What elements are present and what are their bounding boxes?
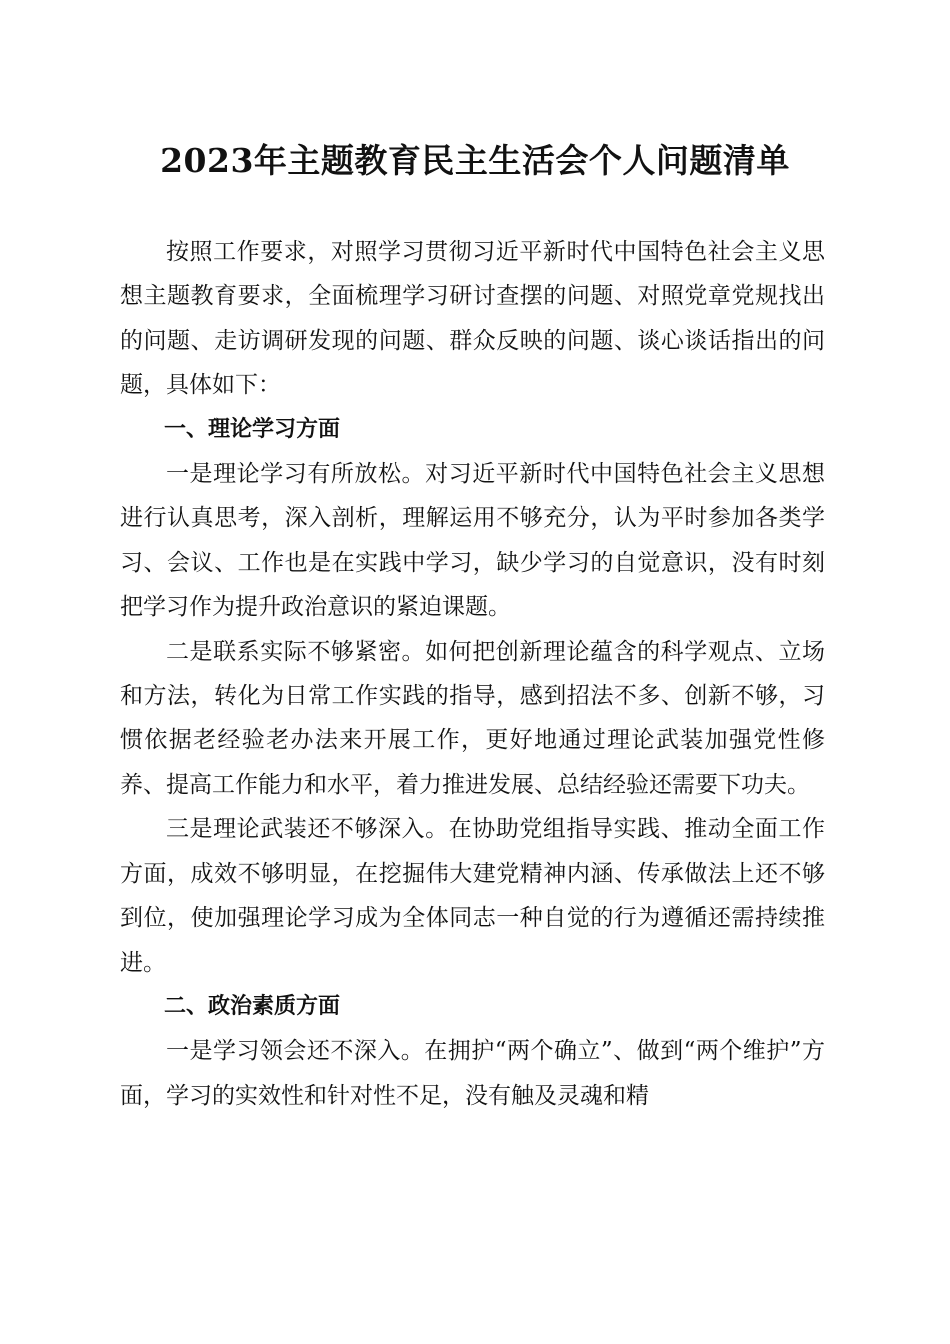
intro-paragraph: 按照工作要求，对照学习贯彻习近平新时代中国特色社会主义思想主题教育要求，全面梳理学习研讨查摆的问题、对照党章党规找出的问题、走访调研发现的问题、群众反映的问题、谈心谈话指出的问题，具体如下： [120,239,825,399]
item-text: 如何把创新理论蕴含的科学观点、立场和方法，转化为日常工作实践的指导，感到招法不多、创新不够，习惯依据老经验老办法来开展工作，更好地通过理论武装加强党性修养、提高工作能力和水平，着力推进发展、总结经验还需要下功夫。 [120,638,826,798]
theory-item-2 [120,630,825,808]
theory-item-3 [120,807,825,985]
item-lead: 二是联系实际不够紧密。 [166,638,426,665]
document-title: 2023年主题教育民主生活会个人问题清单 [160,141,790,180]
document-body [120,230,825,1118]
item-lead: 一是学习领会还不深入。 [166,1038,425,1065]
item-text: 在协助党组指导实践、推动全面工作方面，成效不够明显，在挖掘伟大建党精神内涵、传承做法上还不够到位，使加强理论学习成为全体同志一种自觉的行为遵循还需持续推进。 [120,816,826,976]
theory-item-1 [120,452,825,630]
item-lead: 一是理论学习有所放松。 [166,461,426,488]
section-heading-political: 二、政治素质方面 [164,993,341,1019]
item-text: 在拥护“两个确立”、做到“两个维护”方面，学习的实效性和针对性不足，没有触及灵魂和精 [120,1038,825,1109]
item-text: 对习近平新时代中国特色社会主义思想进行认真思考，深入剖析，理解运用不够充分，认为平时参加各类学习、会议、工作也是在实践中学习，缺少学习的自觉意识，没有时刻把学习作为提升政治意识的紧迫课题。 [120,461,826,621]
political-item-1 [120,1029,825,1118]
item-lead: 三是理论武装还不够深入。 [166,816,449,843]
section-heading-theory: 一、理论学习方面 [164,416,341,442]
